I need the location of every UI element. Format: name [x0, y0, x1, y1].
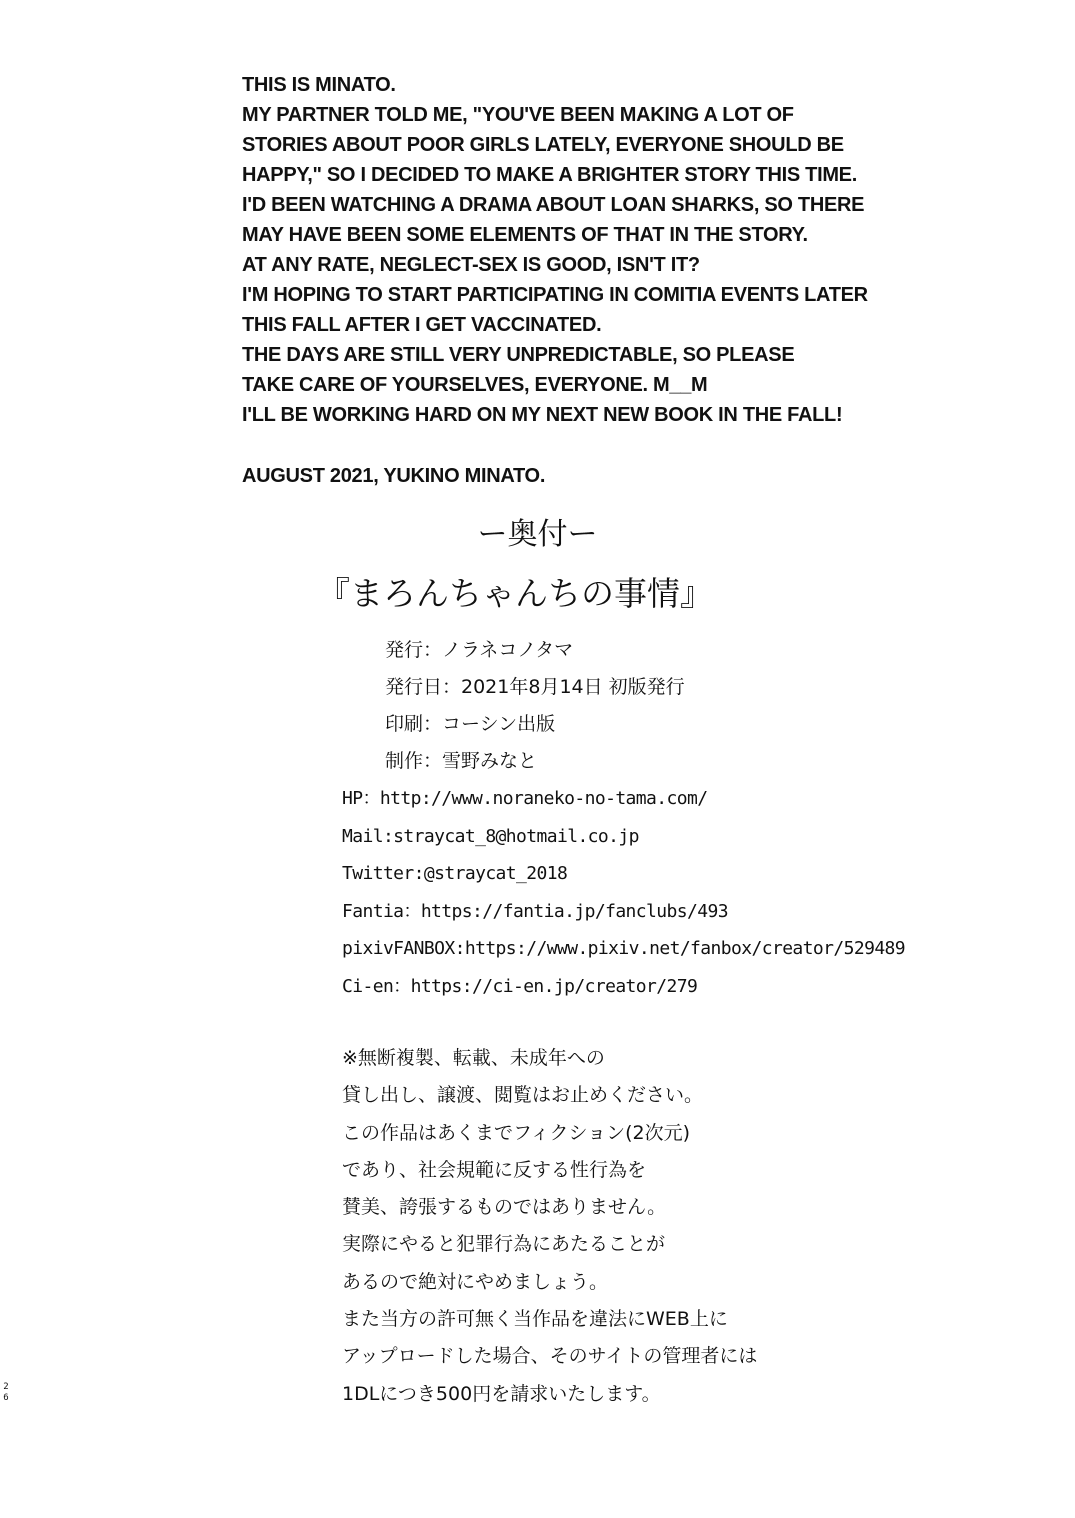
afterword-line: THE DAYS ARE STILL VERY UNPREDICTABLE, SO PLEASE	[242, 344, 795, 366]
colophon-heading: ー奥付ー	[477, 517, 598, 552]
notice-line: アップロードした場合、そのサイトの管理者には	[342, 1345, 758, 1368]
notice-line: また当方の許可無く当作品を違法にWEB上に	[342, 1308, 728, 1331]
notice-line: 貸し出し、譲渡、閲覧はお止めください。	[342, 1084, 704, 1107]
afterword-signature: AUGUST 2021, YUKINO MINATO.	[242, 465, 546, 487]
afterword-line: THIS FALL AFTER I GET VACCINATED.	[242, 314, 602, 336]
book-title: 『まろんちゃんちの事情』	[317, 574, 713, 613]
contact-twitter: Twitter:@straycat_2018	[342, 863, 568, 884]
notice-line: この作品はあくまでフィクション(2次元)	[342, 1121, 691, 1144]
afterword-line: TAKE CARE OF YOURSELVES, EVERYONE. M__M	[242, 374, 708, 396]
contact-fanbox: pixivFANBOX:https://www.pixiv.net/fanbox/creator/529489	[342, 938, 906, 959]
contacts-list	[342, 780, 905, 1005]
afterword-line: I'D BEEN WATCHING A DRAMA ABOUT LOAN SHARKS, SO THERE	[242, 194, 865, 216]
credit-publish-date: 発行日：2021年8月14日 初版発行	[385, 676, 685, 698]
notice-line: 実際にやると犯罪行為にあたることが	[342, 1233, 666, 1256]
legal-notice	[342, 1040, 982, 1413]
afterword-line: MAY HAVE BEEN SOME ELEMENTS OF THAT IN THE STORY.	[242, 224, 808, 246]
contact-homepage: HP：http://www.noraneko-no-tama.com/	[342, 788, 708, 809]
afterword	[242, 70, 868, 491]
afterword-line: MY PARTNER TOLD ME, "YOU'VE BEEN MAKING A LOT OF	[242, 104, 794, 126]
credit-author: 制作：雪野みなと	[385, 750, 538, 772]
notice-line: 1DLにつき500円を請求いたします。	[342, 1382, 661, 1405]
afterword-line: HAPPY," SO I DECIDED TO MAKE A BRIGHTER STORY THIS TIME.	[242, 164, 857, 186]
credit-publisher: 発行：ノラネコノタマ	[385, 639, 574, 661]
page-number-digit: 6	[3, 1393, 9, 1403]
notice-line: ※無断複製、転載、未成年への	[342, 1047, 605, 1069]
notice-line: 賛美、誇張するものではありません。	[342, 1196, 667, 1219]
afterword-line: STORIES ABOUT POOR GIRLS LATELY, EVERYONE SHOULD BE	[242, 134, 844, 156]
afterword-line: THIS IS MINATO.	[242, 74, 396, 96]
afterword-line: I'LL BE WORKING HARD ON MY NEXT NEW BOOK IN THE FALL!	[242, 404, 843, 426]
contact-mail: Mail:straycat_8@hotmail.co.jp	[342, 825, 639, 847]
contact-cien: Ci-en：https://ci-en.jp/creator/279	[342, 975, 698, 997]
credits-list	[385, 632, 685, 780]
contact-fantia: Fantia：https://fantia.jp/fanclubs/493	[342, 900, 728, 922]
credit-printer: 印刷：コーシン出版	[385, 713, 556, 735]
notice-line: であり、社会規範に反する性行為を	[342, 1158, 647, 1181]
notice-line: あるので絶対にやめましょう。	[342, 1270, 609, 1293]
afterword-line: I'M HOPING TO START PARTICIPATING IN COMITIA EVENTS LATER	[242, 284, 868, 306]
page-number-digit: 2	[3, 1382, 9, 1392]
afterword-line: AT ANY RATE, NEGLECT-SEX IS GOOD, ISN'T IT?	[242, 254, 700, 276]
page-number	[0, 1382, 12, 1404]
